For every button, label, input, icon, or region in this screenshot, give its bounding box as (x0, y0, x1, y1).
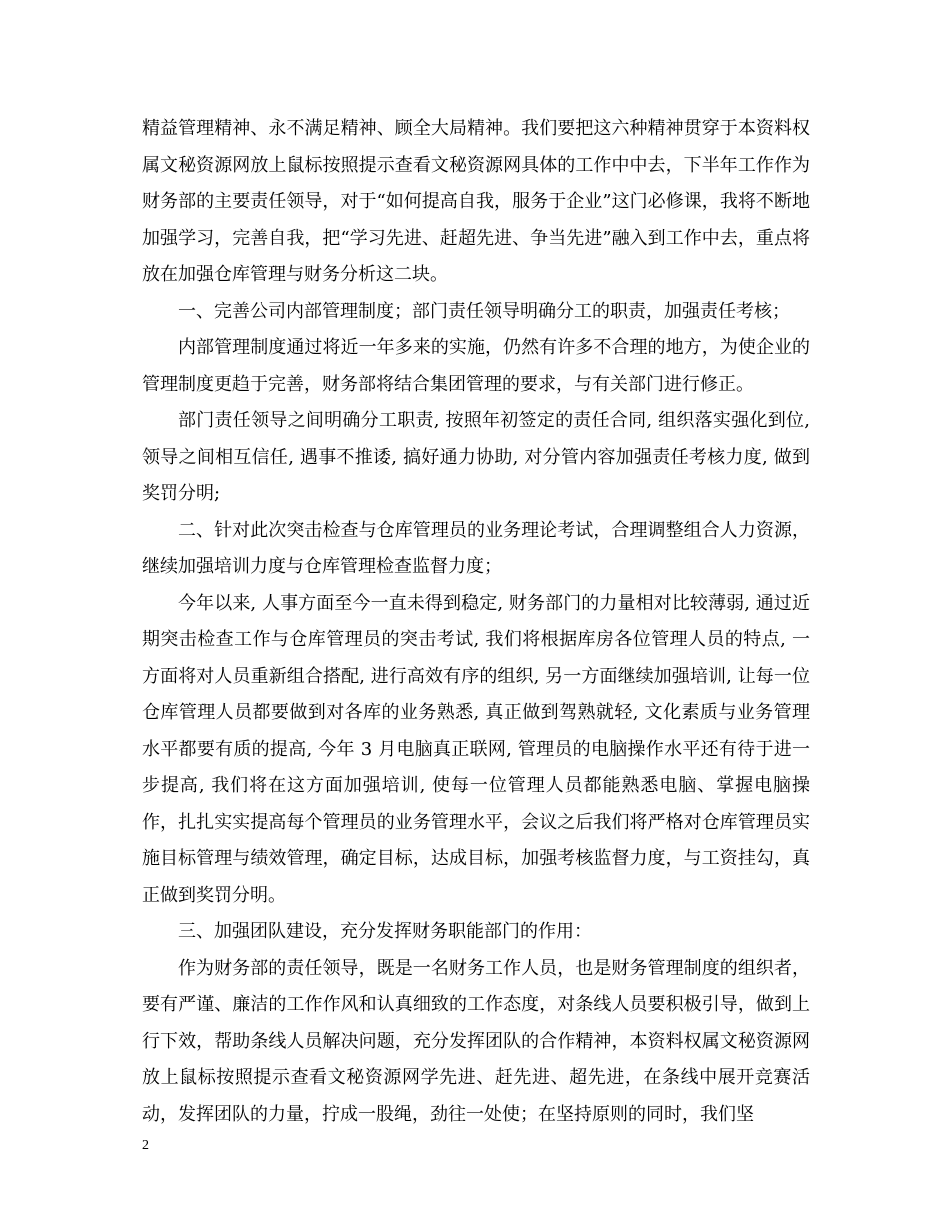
paragraph-4: 部门责任领导之间明确分工职责, 按照年初签定的责任合同, 组织落实强化到位, 领导之间相互信任, 遇事不推诿, 搞好通力协助, 对分管内容加强责任考核力度, 做到奖罚分明; (142, 410, 810, 504)
section-heading-3: 三、加强团队建设，充分发挥财务职能部门的作用： (178, 921, 592, 942)
section-heading-2: 二、针对此次突击检查与仓库管理员的业务理论考试，合理调整组合人力资源，继续加强培训力度与仓库管理检查监督力度； (142, 519, 810, 577)
paragraph-1: 精益管理精神、永不满足精神、顾全大局精神。我们要把这六种精神贯穿于本资料权属文秘资源网放上鼠标按照提示查看文秘资源网具体的工作中中去，下半年工作作为财务部的主要责任领导，对于“如何提高自我，服务于企业”这门必修课，我将不断地加强学习，完善自我，把“学习先进、赶超先进、争当先进”融入到工作中去，重点将放在加强仓库管理与财务分析这二块。 (142, 118, 810, 285)
paragraph-3: 内部管理制度通过将近一年多来的实施，仍然有许多不合理的地方，为使企业的管理制度更趋于完善，财务部将结合集团管理的要求，与有关部门进行修正。 (142, 337, 810, 395)
section-heading-1: 一、完善公司内部管理制度；部门责任领导明确分工的职责，加强责任考核； (178, 300, 790, 322)
page-number: 2 (142, 1138, 149, 1153)
document-body (142, 111, 810, 1133)
paragraph-6: 今年以来, 人事方面至今一直未得到稳定, 财务部门的力量相对比较薄弱, 通过近期突击检查工作与仓库管理员的突击考试, 我们将根据库房各位管理人员的特点, 一方面将对人员重新组合搭配, 进行高效有序的组织, 另一方面继续加强培训, 让每一位仓库管理人员都要做到对各库的业务熟悉, 真正做到驾熟就轻, 文化素质与业务管理水平都要有质的提高, 今年 3 月电脑真正联网, 管理员的电脑操作水平还有待于进一步提高, 我们将在这方面加强培训, 使每一位管理人员都能熟悉电脑、掌握电脑操作，扎扎实实提高每个管理员的业务管理水平，会议之后我们将严格对仓库管理员实施目标管理与绩效管理，确定目标，达成目标，加强考核监督力度，与工资挂勾，真正做到奖罚分明。 (142, 592, 810, 906)
paragraph-8: 作为财务部的责任领导，既是一名财务工作人员，也是财务管理制度的组织者，要有严谨、廉洁的工作作风和认真细致的工作态度，对条线人员要积极引导，做到上行下效，帮助条线人员解决问题，充分发挥团队的合作精神，本资料权属文秘资源网放上鼠标按照提示查看文秘资源网学先进、赶先进、超先进，在条线中展开竞赛活动，发挥团队的力量，拧成一股绳，劲往一处使；在坚持原则的同时，我们坚 (142, 957, 810, 1125)
